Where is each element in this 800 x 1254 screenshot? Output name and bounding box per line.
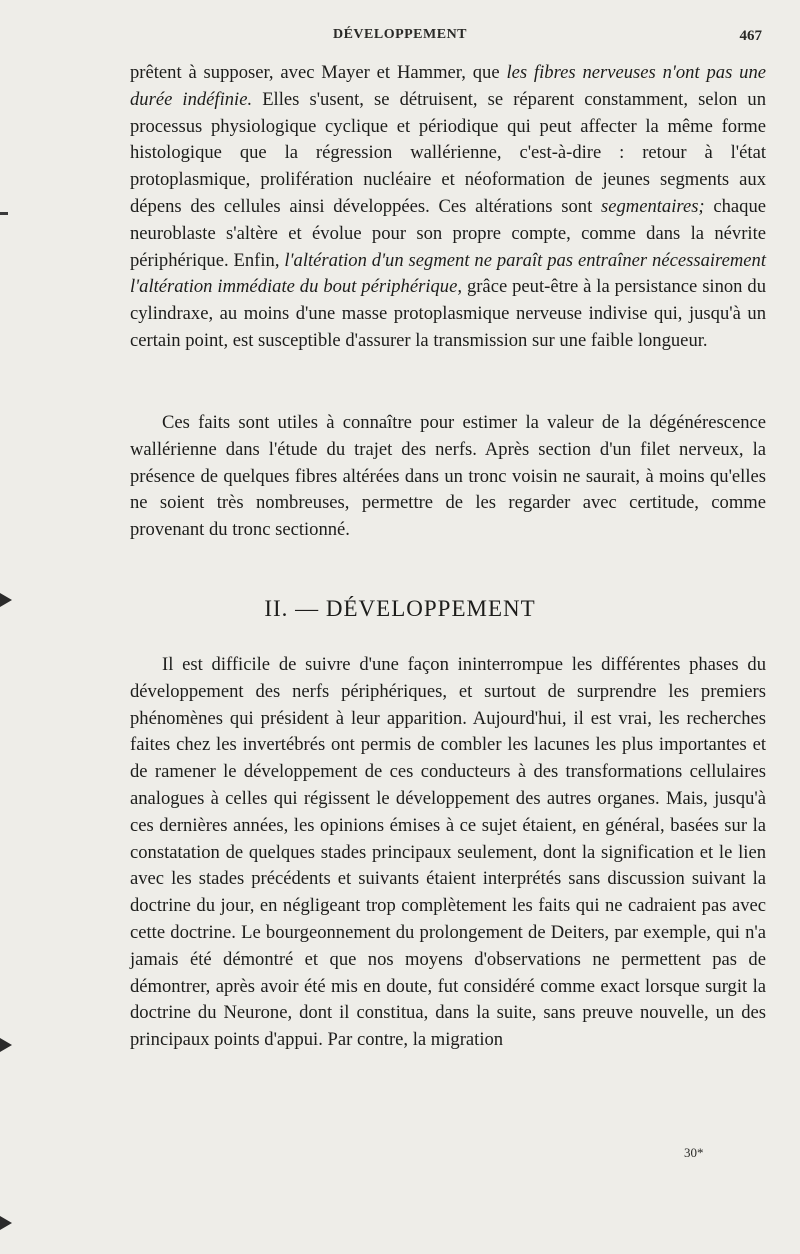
intro-tail-text: grâce peut-être à la persistance sinon du cylindraxe, au moins d'une masse protoplasmique nerveuse indivise qui, jusqu'à un certain point, est susceptible d'assurer la transmission sur une faible longueur. [130,276,767,351]
margin-arrow-mark [0,1216,24,1230]
section-heading: II. — DÉVELOPPEMENT [264,596,536,621]
margin-arrow-mark [0,593,24,607]
margin-tick-mark [0,212,8,215]
signature-mark: 30* [684,1145,704,1160]
page-number: 467 [739,28,762,44]
development-paragraph [130,652,766,1054]
intro-paragraph [130,60,766,355]
second-paragraph-text: Ces faits sont utiles à connaître pour estimer la valeur de la dégénérescence wallérienne dans l'étude du trajet des nerfs. Après section d'un filet nerveux, la présence de quelques fibres altérées dans un tronc voisin ne saurait, à moins qu'elles ne soient très nombreuses, permettre de les regarder avec certitude, comme provenant du tronc sectionné. [130,412,766,541]
running-head [0,27,800,49]
development-paragraph-text: Il est difficile de suivre d'une façon ininterrompue les différentes phases du développement des nerfs périphériques, et surtout de surprendre les premiers phénomènes qui président à leur apparition. Aujourd'hui, il est vrai, les recherches faites chez les invertébrés ont permis de combler les lacunes les plus importantes et de ramener le développement de ces conducteurs à des transformations cellulaires analogues à celles qui régissent le développement des autres organes. Mais, jusqu'à ces dernières années, les opinions émises à ce sujet étaient, en général, basées sur la constatation de quelques stades principaux seulement, dont la signification et le lien avec les stades précédents et suivants étaient interprétés sans discussion suivant la doctrine du jour, en négligeant trop complètement les faits qui ne cadraient pas avec cette doctrine. Le bourgeonnement du prolongement de Deiters, par exemple, qui n'a jamais été démontré et que nos moyens d'observations ne permettent pas de démontrer, après avoir été mis en doute, fut considéré comme exact lorsque surgit la doctrine du Neurone, dont il constitua, dans la suite, sans preuve nouvelle, un des principaux points d'appui. Par contre, la migration [130,654,766,1051]
intro-italic-phrase-1: les fibres nerveuses n'ont pas une durée indéfinie. [130,62,766,110]
intro-middle-text-1: Elles s'usent, se détruisent, se réparent constamment, selon un processus physiologique cyclique et périodique qui peut affecter la même forme histologique que la régression wallérienne, c'est-à-dire : retour à l'état protoplasmique, prolifération nucléaire et néoformation de jeunes segments aux dépens des cellules ainsi développées. Ces altérations sont [130,88,766,217]
intro-lead-text: prêtent à supposer, avec Mayer et Hammer, que [130,62,507,83]
second-paragraph [130,410,766,544]
intro-middle-text-2: chaque neuroblaste s'altère et évolue pour son propre compte, comme dans la névrite périphérique. Enfin, [130,195,766,271]
margin-arrow-mark [0,1038,24,1052]
intro-italic-phrase-2: segmentaires; [601,195,705,217]
intro-italic-phrase-3: l'altération d'un segment ne paraît pas entraîner nécessairement l'altération immédiate du bout périphérique, [130,249,766,298]
running-title: DÉVELOPPEMENT [332,27,468,42]
